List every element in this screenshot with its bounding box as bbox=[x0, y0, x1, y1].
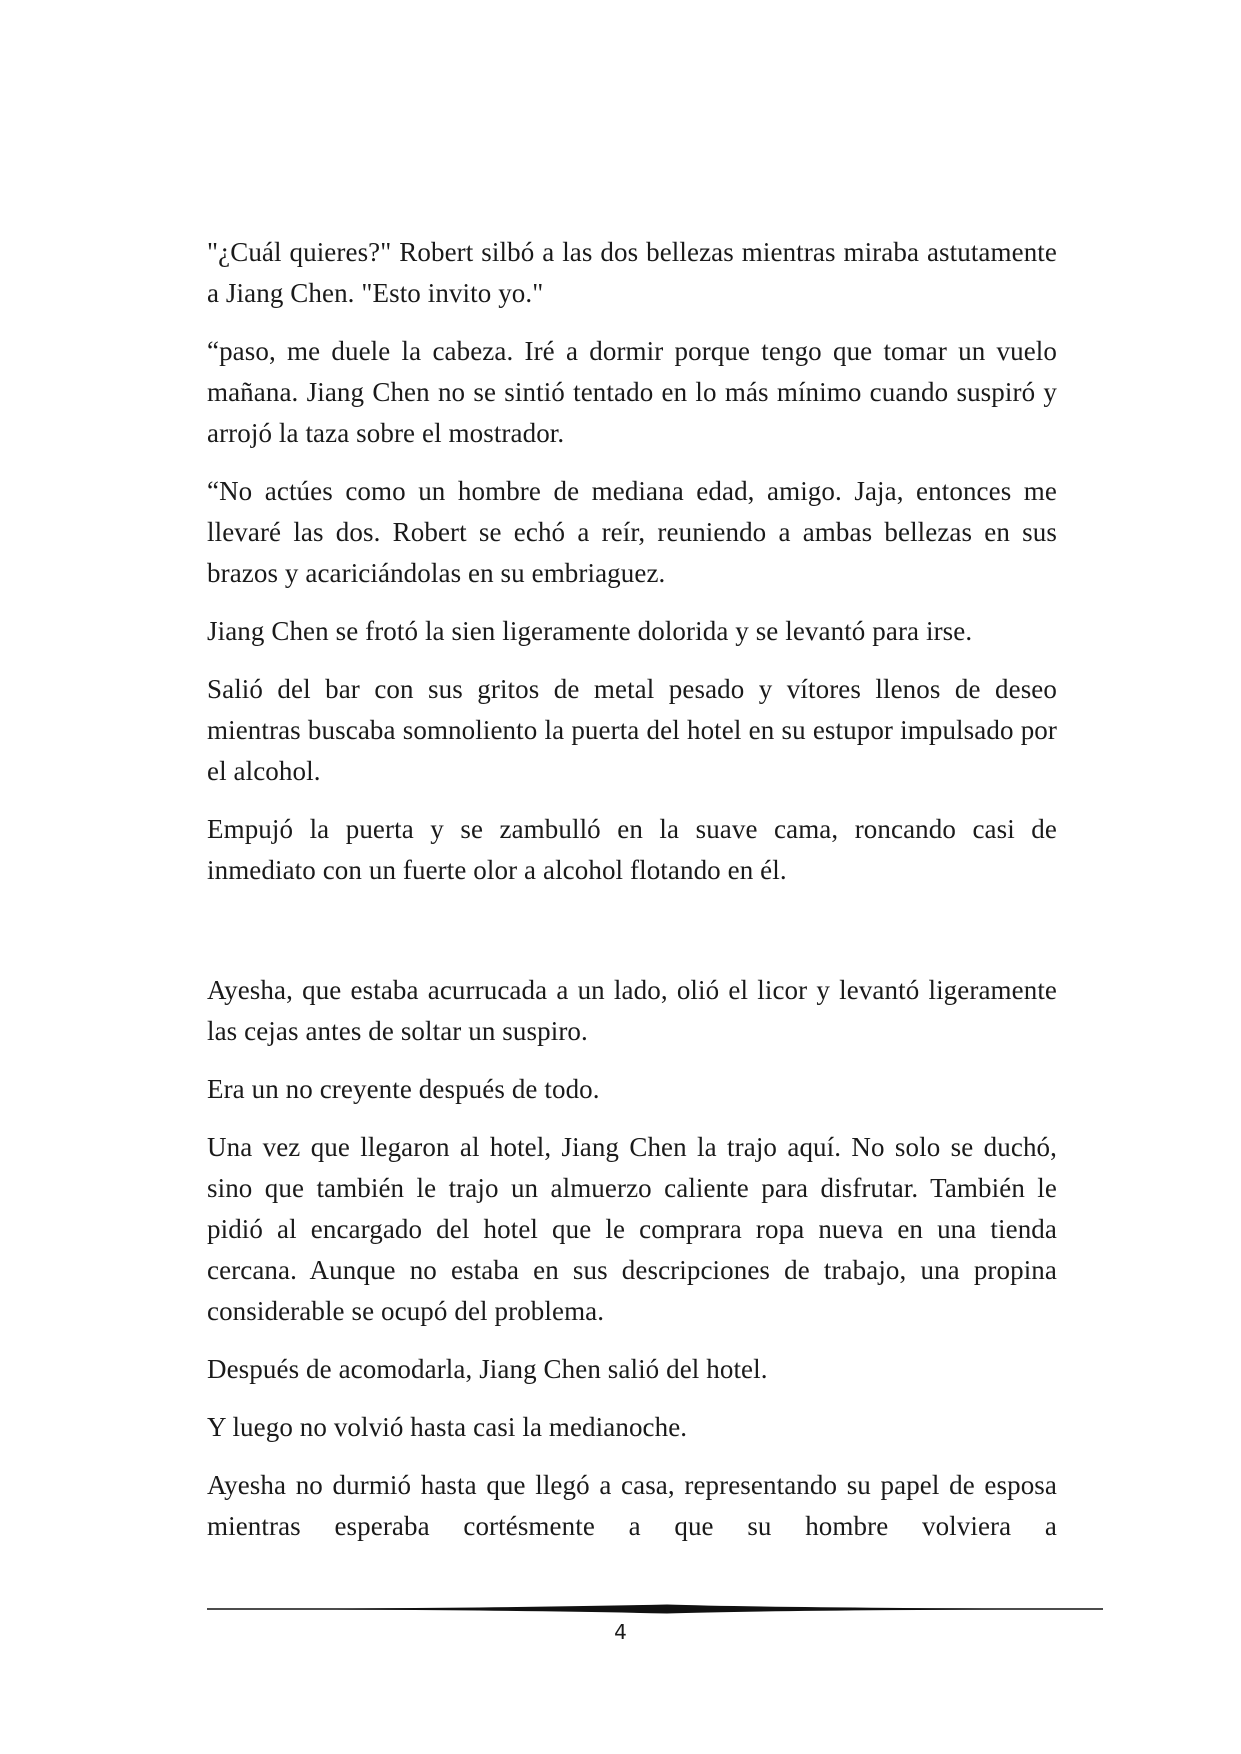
paragraph: Ayesha, que estaba acurrucada a un lado, olió el licor y levantó ligeramente las cejas antes de soltar un suspiro. bbox=[207, 975, 1057, 1046]
paragraph: Y luego no volvió hasta casi la medianoche. bbox=[207, 1412, 688, 1442]
paragraph: Después de acomodarla, Jiang Chen salió del hotel. bbox=[207, 1354, 768, 1384]
paragraph: Jiang Chen se frotó la sien ligeramente dolorida y se levantó para irse. bbox=[207, 616, 973, 646]
paragraph: Ayesha no durmió hasta que llegó a casa, representando su papel de esposa mientras esperaba cortésmente a que su hombre volviera a bbox=[207, 1470, 1057, 1541]
paragraph: “paso, me duele la cabeza. Iré a dormir porque tengo que tomar un vuelo mañana. Jiang Chen no se sintió tentado en lo más mínimo cuando suspiró y arrojó la taza sobre el mostrador. bbox=[207, 336, 1057, 448]
paragraph: Era un no creyente después de todo. bbox=[207, 1074, 600, 1104]
paragraph: "¿Cuál quieres?" Robert silbó a las dos bellezas mientras miraba astutamente a Jiang Chen. "Esto invito yo." bbox=[207, 237, 1057, 308]
paragraph: Una vez que llegaron al hotel, Jiang Chen la trajo aquí. No solo se duchó, sino que también le trajo un almuerzo caliente para disfrutar. También le pidió al encargado del hotel que le comprara ropa nueva en una tienda cercana. Aunque no estaba en sus descripciones de trabajo, una propina considerable se ocupó del problema. bbox=[207, 1132, 1057, 1326]
footer-divider bbox=[207, 1603, 1103, 1615]
paragraph: “No actúes como un hombre de mediana edad, amigo. Jaja, entonces me llevaré las dos. Robert se echó a reír, reuniendo a ambas bellezas en sus brazos y acariciándolas en su embriaguez. bbox=[207, 476, 1057, 588]
page-number: 4 bbox=[614, 1620, 627, 1644]
page-body bbox=[207, 232, 1057, 1564]
paragraph: Salió del bar con sus gritos de metal pesado y vítores llenos de deseo mientras buscaba somnoliento la puerta del hotel en su estupor impulsado por el alcohol. bbox=[207, 674, 1057, 786]
scene-break bbox=[207, 908, 1057, 970]
paragraph: Empujó la puerta y se zambulló en la suave cama, roncando casi de inmediato con un fuerte olor a alcohol flotando en él. bbox=[207, 814, 1057, 885]
